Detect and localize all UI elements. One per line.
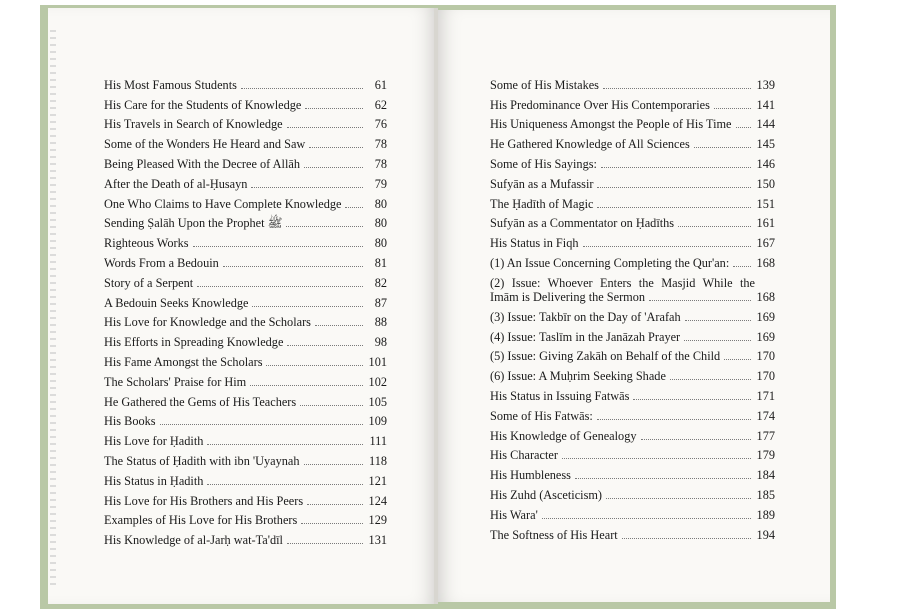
toc-entry	[104, 131, 387, 151]
toc-title: A Bedouin Seeks Knowledge	[104, 295, 249, 310]
dot-leader	[207, 484, 363, 485]
toc-page-number: 139	[756, 77, 775, 92]
toc-page-number: 129	[368, 513, 387, 528]
toc-entry	[490, 131, 775, 151]
dot-leader	[684, 340, 751, 341]
toc-title: The Scholars' Praise for Him	[104, 374, 247, 389]
toc-page-number: 194	[756, 527, 775, 542]
toc-page-number: 185	[756, 487, 775, 502]
toc-page-number: 168	[756, 289, 775, 304]
dot-leader	[641, 439, 752, 440]
dot-leader	[252, 306, 363, 307]
toc-title: After the Death of al-Ḥusayn	[104, 176, 248, 191]
toc-page-number: 102	[368, 374, 387, 389]
toc-entry	[104, 250, 387, 270]
toc-title: Sufyān as a Mufassir	[490, 176, 594, 191]
toc-page-number: 121	[368, 473, 387, 488]
binding-stitch	[50, 30, 56, 590]
toc-page-number: 171	[756, 388, 775, 403]
dot-leader	[266, 365, 363, 366]
dot-leader	[597, 419, 751, 420]
toc-page-number: 174	[756, 408, 775, 423]
toc-title: The Softness of His Heart	[490, 527, 618, 542]
toc-page-number: 79	[374, 176, 387, 191]
toc-title: Some of His Sayings:	[490, 156, 597, 171]
dot-leader	[300, 405, 363, 406]
toc-page-number: 111	[369, 434, 387, 449]
toc-title: (3) Issue: Takbīr on the Day of 'Arafah	[490, 309, 681, 324]
dot-leader	[251, 187, 363, 188]
toc-entry	[104, 329, 387, 349]
toc-title: Being Pleased With the Decree of Allāh	[104, 156, 300, 171]
toc-entry	[104, 211, 387, 231]
dot-leader	[287, 127, 363, 128]
toc-title: His Status in Issuing Fatwās	[490, 388, 630, 403]
toc-page-number: 177	[756, 428, 775, 443]
dot-leader	[315, 325, 363, 326]
toc-title: One Who Claims to Have Complete Knowledge	[104, 196, 342, 211]
toc-title: His Travels in Search of Knowledge	[104, 117, 283, 132]
toc-page-number: 105	[368, 394, 387, 409]
toc-entry	[104, 349, 387, 369]
dot-leader	[694, 147, 751, 148]
toc-page-number: 80	[374, 236, 387, 251]
toc-entry	[490, 482, 775, 502]
dot-leader	[305, 108, 363, 109]
dot-leader	[287, 345, 363, 346]
dot-leader	[223, 266, 363, 267]
toc-entry	[104, 448, 387, 468]
toc-entry	[490, 270, 775, 304]
toc-page-number: 131	[368, 533, 387, 548]
toc-entry	[104, 151, 387, 171]
toc-page-number: 124	[368, 493, 387, 508]
dot-leader	[583, 246, 752, 247]
toc-entry	[104, 230, 387, 250]
toc-entry	[104, 310, 387, 330]
toc-entry	[490, 250, 775, 270]
toc-entry	[104, 270, 387, 290]
toc-title: His Status in Fiqh	[490, 236, 579, 251]
toc-page-number: 80	[374, 196, 387, 211]
toc-title: Sending Ṣalāh Upon the Prophet ﷺ	[104, 216, 283, 231]
toc-title: His Character	[490, 448, 558, 463]
book-gutter	[434, 8, 438, 604]
dot-leader	[606, 498, 751, 499]
toc-title: (5) Issue: Giving Zakāh on Behalf of the Child	[490, 349, 721, 364]
dot-leader	[597, 207, 751, 208]
toc-title: Some of the Wonders He Heard and Saw	[104, 137, 306, 152]
toc-page-number: 81	[374, 255, 387, 270]
dot-leader	[160, 424, 363, 425]
dot-leader	[345, 207, 363, 208]
right-toc-list	[490, 72, 775, 542]
toc-title: He Gathered the Gems of His Teachers	[104, 394, 297, 409]
toc-title-line1: (2) Issue: Whoever Enters the Masjid While the	[490, 275, 755, 290]
toc-page-number: 170	[756, 349, 775, 364]
toc-title: His Love for Ḥadith	[104, 434, 204, 449]
toc-title: His Love for Knowledge and the Scholars	[104, 315, 311, 330]
toc-title-line2: Imām is Delivering the Sermon	[490, 289, 646, 304]
dot-leader	[286, 226, 363, 227]
dot-leader	[241, 88, 363, 89]
toc-title: His Most Famous Students	[104, 77, 237, 92]
toc-page-number: 150	[756, 176, 775, 191]
toc-page-number: 98	[374, 335, 387, 350]
toc-entry	[490, 92, 775, 112]
toc-entry	[104, 92, 387, 112]
dot-leader	[562, 458, 751, 459]
toc-title: (6) Issue: A Muḥrim Seeking Shade	[490, 369, 666, 384]
left-toc-list	[104, 72, 387, 547]
toc-title-line2-wrap	[490, 290, 755, 304]
dot-leader	[597, 187, 751, 188]
toc-entry	[490, 151, 775, 171]
toc-entry	[490, 191, 775, 211]
toc-entry	[490, 403, 775, 423]
toc-entry	[490, 383, 775, 403]
toc-entry	[104, 389, 387, 409]
toc-title: His Care for the Students of Knowledge	[104, 97, 302, 112]
toc-entry	[490, 230, 775, 250]
dot-leader	[542, 518, 751, 519]
dot-leader	[309, 147, 363, 148]
toc-entry	[104, 409, 387, 429]
dot-leader	[287, 543, 363, 544]
toc-page-number: 168	[756, 255, 775, 270]
toc-entry	[490, 304, 775, 324]
toc-page-number: 141	[756, 97, 775, 112]
toc-entry	[490, 112, 775, 132]
toc-page-number: 61	[374, 77, 387, 92]
toc-entry	[490, 72, 775, 92]
toc-entry	[490, 522, 775, 542]
dot-leader	[304, 464, 363, 465]
toc-page-number: 144	[756, 117, 775, 132]
dot-leader	[724, 359, 751, 360]
toc-title: His Uniqueness Amongst the People of His Time	[490, 117, 732, 132]
toc-page-number: 62	[374, 97, 387, 112]
toc-entry	[104, 428, 387, 448]
dot-leader	[678, 226, 751, 227]
toc-title: His Fame Amongst the Scholars	[104, 354, 263, 369]
toc-page-number: 169	[756, 329, 775, 344]
toc-title: Words From a Bedouin	[104, 255, 219, 270]
toc-page-number: 189	[756, 507, 775, 522]
toc-entry	[104, 468, 387, 488]
toc-page-number: 76	[374, 117, 387, 132]
toc-entry	[490, 443, 775, 463]
toc-page-number: 151	[756, 196, 775, 211]
toc-title: The Status of Ḥadith with ibn 'Uyaynah	[104, 453, 300, 468]
toc-entry	[490, 423, 775, 443]
toc-page-number: 179	[756, 448, 775, 463]
toc-title: His Humbleness	[490, 468, 571, 483]
dot-leader	[670, 379, 751, 380]
toc-title: Examples of His Love for His Brothers	[104, 513, 298, 528]
dot-leader	[622, 538, 751, 539]
toc-entry	[104, 290, 387, 310]
toc-title: (1) An Issue Concerning Completing the Qur'an:	[490, 255, 730, 270]
dot-leader	[714, 108, 751, 109]
toc-page-number: 145	[756, 137, 775, 152]
toc-page-number: 82	[374, 275, 387, 290]
toc-page-number: 184	[756, 468, 775, 483]
dot-leader	[736, 127, 751, 128]
toc-page-number: 146	[756, 156, 775, 171]
toc-entry	[490, 171, 775, 191]
toc-title-two-line	[490, 276, 755, 304]
toc-entry	[104, 72, 387, 92]
toc-entry	[490, 211, 775, 231]
toc-entry	[104, 508, 387, 528]
toc-page-number: 161	[756, 216, 775, 231]
dot-leader	[193, 246, 363, 247]
dot-leader	[575, 478, 751, 479]
dot-leader	[633, 399, 751, 400]
dot-leader	[207, 444, 363, 445]
toc-page-number: 169	[756, 309, 775, 324]
toc-title: Some of His Mistakes	[490, 77, 599, 92]
toc-entry	[490, 363, 775, 383]
toc-entry	[104, 488, 387, 508]
dot-leader	[307, 504, 363, 505]
toc-page-number: 109	[368, 414, 387, 429]
dot-leader	[685, 320, 751, 321]
toc-title: The Ḥadīth of Magic	[490, 196, 594, 211]
toc-page-number: 101	[368, 354, 387, 369]
toc-title: His Status in Ḥadith	[104, 473, 204, 488]
toc-page-number: 78	[374, 156, 387, 171]
toc-title: His Zuhd (Asceticism)	[490, 487, 603, 502]
dot-leader	[649, 300, 751, 301]
toc-entry	[104, 527, 387, 547]
toc-page-number: 88	[374, 315, 387, 330]
toc-title: Sufyān as a Commentator on Ḥadīths	[490, 216, 675, 231]
toc-title: His Wara'	[490, 507, 538, 522]
toc-page-number: 118	[369, 453, 387, 468]
toc-title: His Predominance Over His Contemporaries	[490, 97, 710, 112]
toc-entry	[490, 502, 775, 522]
dot-leader	[197, 286, 363, 287]
toc-title: His Efforts in Spreading Knowledge	[104, 335, 284, 350]
toc-title: Righteous Works	[104, 236, 189, 251]
toc-title: Some of His Fatwās:	[490, 408, 593, 423]
toc-page-number: 87	[374, 295, 387, 310]
toc-title: Story of a Serpent	[104, 275, 194, 290]
dot-leader	[733, 266, 751, 267]
toc-entry	[104, 112, 387, 132]
dot-leader	[304, 167, 363, 168]
toc-page-number: 167	[756, 236, 775, 251]
dot-leader	[601, 167, 751, 168]
toc-entry	[490, 344, 775, 364]
toc-title: (4) Issue: Taslīm in the Janāzah Prayer	[490, 329, 681, 344]
dot-leader	[301, 523, 363, 524]
toc-title: His Knowledge of al-Jarḥ wat-Ta'dīl	[104, 533, 283, 548]
toc-title: His Knowledge of Genealogy	[490, 428, 637, 443]
toc-entry	[490, 324, 775, 344]
dot-leader	[603, 88, 751, 89]
toc-entry	[104, 369, 387, 389]
toc-title: His Books	[104, 414, 156, 429]
toc-page-number: 170	[756, 369, 775, 384]
toc-entry	[104, 171, 387, 191]
toc-page-number: 80	[374, 216, 387, 231]
dot-leader	[250, 385, 363, 386]
toc-title: His Love for His Brothers and His Peers	[104, 493, 304, 508]
toc-title: He Gathered Knowledge of All Sciences	[490, 137, 690, 152]
toc-page-number: 78	[374, 137, 387, 152]
toc-entry	[490, 462, 775, 482]
toc-entry	[104, 191, 387, 211]
